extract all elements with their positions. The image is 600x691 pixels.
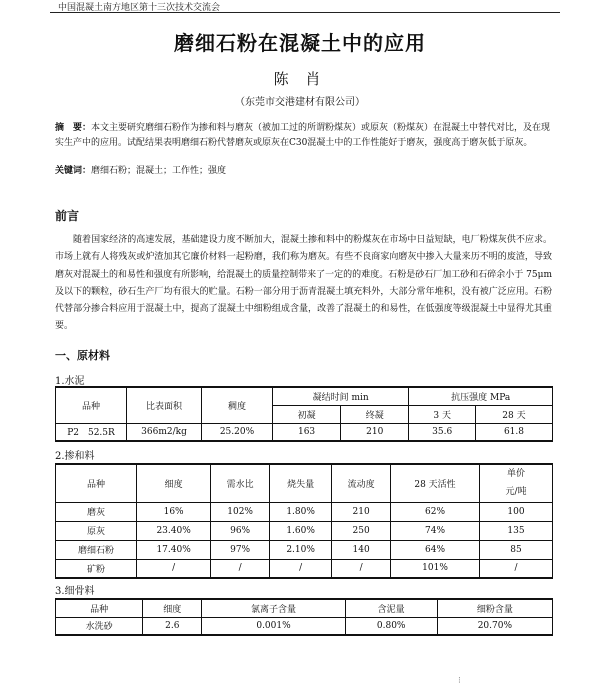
cement-label: 1.水泥 [55, 376, 85, 387]
admix-cell: 74% [391, 521, 480, 540]
preface-text: 随着国家经济的高速发展，基础建设力度不断加大，混凝土掺和料中的粉煤灰在市场中日益短缺，电厂粉煤灰供不应求。市场上就有人将残灰或炉渣加其它廉价材料一起粉磨，我们称为磨灰。有些不良商家向磨灰中掺入大量来历不明的废渣，导致磨灰对混凝土的和易性和强度有所影响，给混凝土的质量控制带来了一定的的难度。石粉是砂石厂加工砂和石碎余小于 75μm 及以下的颗粒，砂石生产厂均有很大的贮量。石粉一部分用于沥青混凝土填充料外，大部分常年堆积，没有被广泛应用。石粉代替部分掺合料应用于混凝土中，提高了混凝土中细粉组成含量，改善了混凝土的和易性，在低强度等级混凝土中显得尤其重要。 [55, 235, 552, 332]
admix-cell: / [332, 559, 391, 578]
admix-cell: 210 [332, 502, 391, 521]
admix-h-loss: 烧失量 [270, 464, 332, 502]
fa-h-fines: 细粉含量 [437, 599, 552, 617]
cement-h-initial: 初凝 [273, 405, 341, 423]
cement-cell: P2 52.5R [56, 423, 127, 441]
admix-h-price-unit: 元/吨 [505, 487, 527, 498]
admix-cell: 250 [332, 521, 391, 540]
admix-cell: 100 [480, 502, 553, 521]
admixture-label: 2.掺和料 [55, 451, 95, 462]
fa-cell: 0.001% [202, 617, 345, 635]
admix-h-fineness: 细度 [137, 464, 211, 502]
keywords-text: 磨细石粉；混凝土；工作性；强度 [91, 166, 227, 176]
cement-h-settime: 凝结时间 min [273, 387, 409, 405]
cement-cell: 210 [341, 423, 409, 441]
admix-cell: 17.40% [137, 540, 211, 559]
admix-h-water: 需水比 [211, 464, 270, 502]
paper-title: 磨细石粉在混凝土中的应用 [174, 31, 426, 55]
affiliation: （东莞市交港建材有限公司） [235, 97, 365, 108]
cement-h-3d: 3 天 [409, 405, 476, 423]
cement-h-final: 终凝 [341, 405, 409, 423]
fa-cell: 水洗砂 [56, 617, 143, 635]
fa-cell: 20.70% [437, 617, 552, 635]
admix-cell: 1.80% [270, 502, 332, 521]
admix-cell: 102% [211, 502, 270, 521]
admix-cell: / [211, 559, 270, 578]
admix-cell: 85 [480, 540, 553, 559]
admix-cell: 磨细石粉 [56, 540, 137, 559]
admix-h-price [480, 464, 553, 502]
section-heading-materials: 一、原材料 [55, 349, 110, 362]
scan-mark: ⁝ [458, 676, 461, 686]
admix-cell: / [480, 559, 553, 578]
keywords [55, 163, 226, 176]
admix-h-price-label: 单价 [506, 469, 525, 480]
abstract-text: 本文主要研究磨细石粉作为掺和料与磨灰（被加工过的所谓粉煤灰）或原灰（粉煤灰）在混凝土中替代对比，及在现实生产中的应用。试配结果表明磨细石粉代替磨灰或原灰在C30混凝土中的工作性能好于磨灰，强度高于磨灰低于原灰。 [55, 123, 551, 148]
cement-h-28d: 28 天 [475, 405, 552, 423]
cement-h-variety: 品种 [56, 387, 127, 423]
admix-cell: 1.60% [270, 521, 332, 540]
admix-cell: 97% [211, 540, 270, 559]
abstract [55, 121, 552, 151]
fa-h-variety: 品种 [56, 599, 143, 617]
cement-table [55, 386, 553, 442]
admix-cell: 2.10% [270, 540, 332, 559]
admix-cell: 96% [211, 521, 270, 540]
fine-aggregate-table [55, 598, 553, 636]
admix-h-activity: 28 天活性 [391, 464, 480, 502]
admix-h-variety: 品种 [56, 464, 137, 502]
fa-cell: 0.80% [345, 617, 437, 635]
admix-cell: 140 [332, 540, 391, 559]
cement-cell: 163 [273, 423, 341, 441]
preface-heading: 前言 [55, 209, 80, 223]
admix-cell: 64% [391, 540, 480, 559]
cement-h-surface: 比表面积 [127, 387, 202, 423]
admix-cell: 135 [480, 521, 553, 540]
fa-h-fineness: 细度 [143, 599, 202, 617]
cement-cell: 61.8 [475, 423, 552, 441]
admix-cell: 磨灰 [56, 502, 137, 521]
admix-cell: / [137, 559, 211, 578]
header-rule [50, 12, 560, 13]
admix-cell: 101% [391, 559, 480, 578]
cement-h-consistency: 稠度 [202, 387, 273, 423]
admix-cell: 62% [391, 502, 480, 521]
admix-cell: 矿粉 [56, 559, 137, 578]
fa-h-chloride: 氯离子含量 [202, 599, 345, 617]
cement-h-strength: 抗压强度 MPa [409, 387, 553, 405]
cement-cell: 35.6 [409, 423, 476, 441]
fa-cell: 2.6 [143, 617, 202, 635]
admix-cell: / [270, 559, 332, 578]
admixture-table [55, 463, 553, 579]
admix-h-flow: 流动度 [332, 464, 391, 502]
cement-cell: 366m2/kg [127, 423, 202, 441]
keywords-label: 关键词： [55, 166, 92, 176]
author: 陈 肖 [273, 70, 327, 88]
abstract-label: 摘 要： [55, 123, 92, 133]
admix-cell: 16% [137, 502, 211, 521]
fine-aggregate-label: 3.细骨料 [55, 586, 95, 597]
cement-cell: 25.20% [202, 423, 273, 441]
running-head: 中国混凝土南方地区第十三次技术交流会 [58, 3, 221, 13]
fa-h-clay: 含泥量 [345, 599, 437, 617]
admix-cell: 原灰 [56, 521, 137, 540]
admix-cell: 23.40% [137, 521, 211, 540]
